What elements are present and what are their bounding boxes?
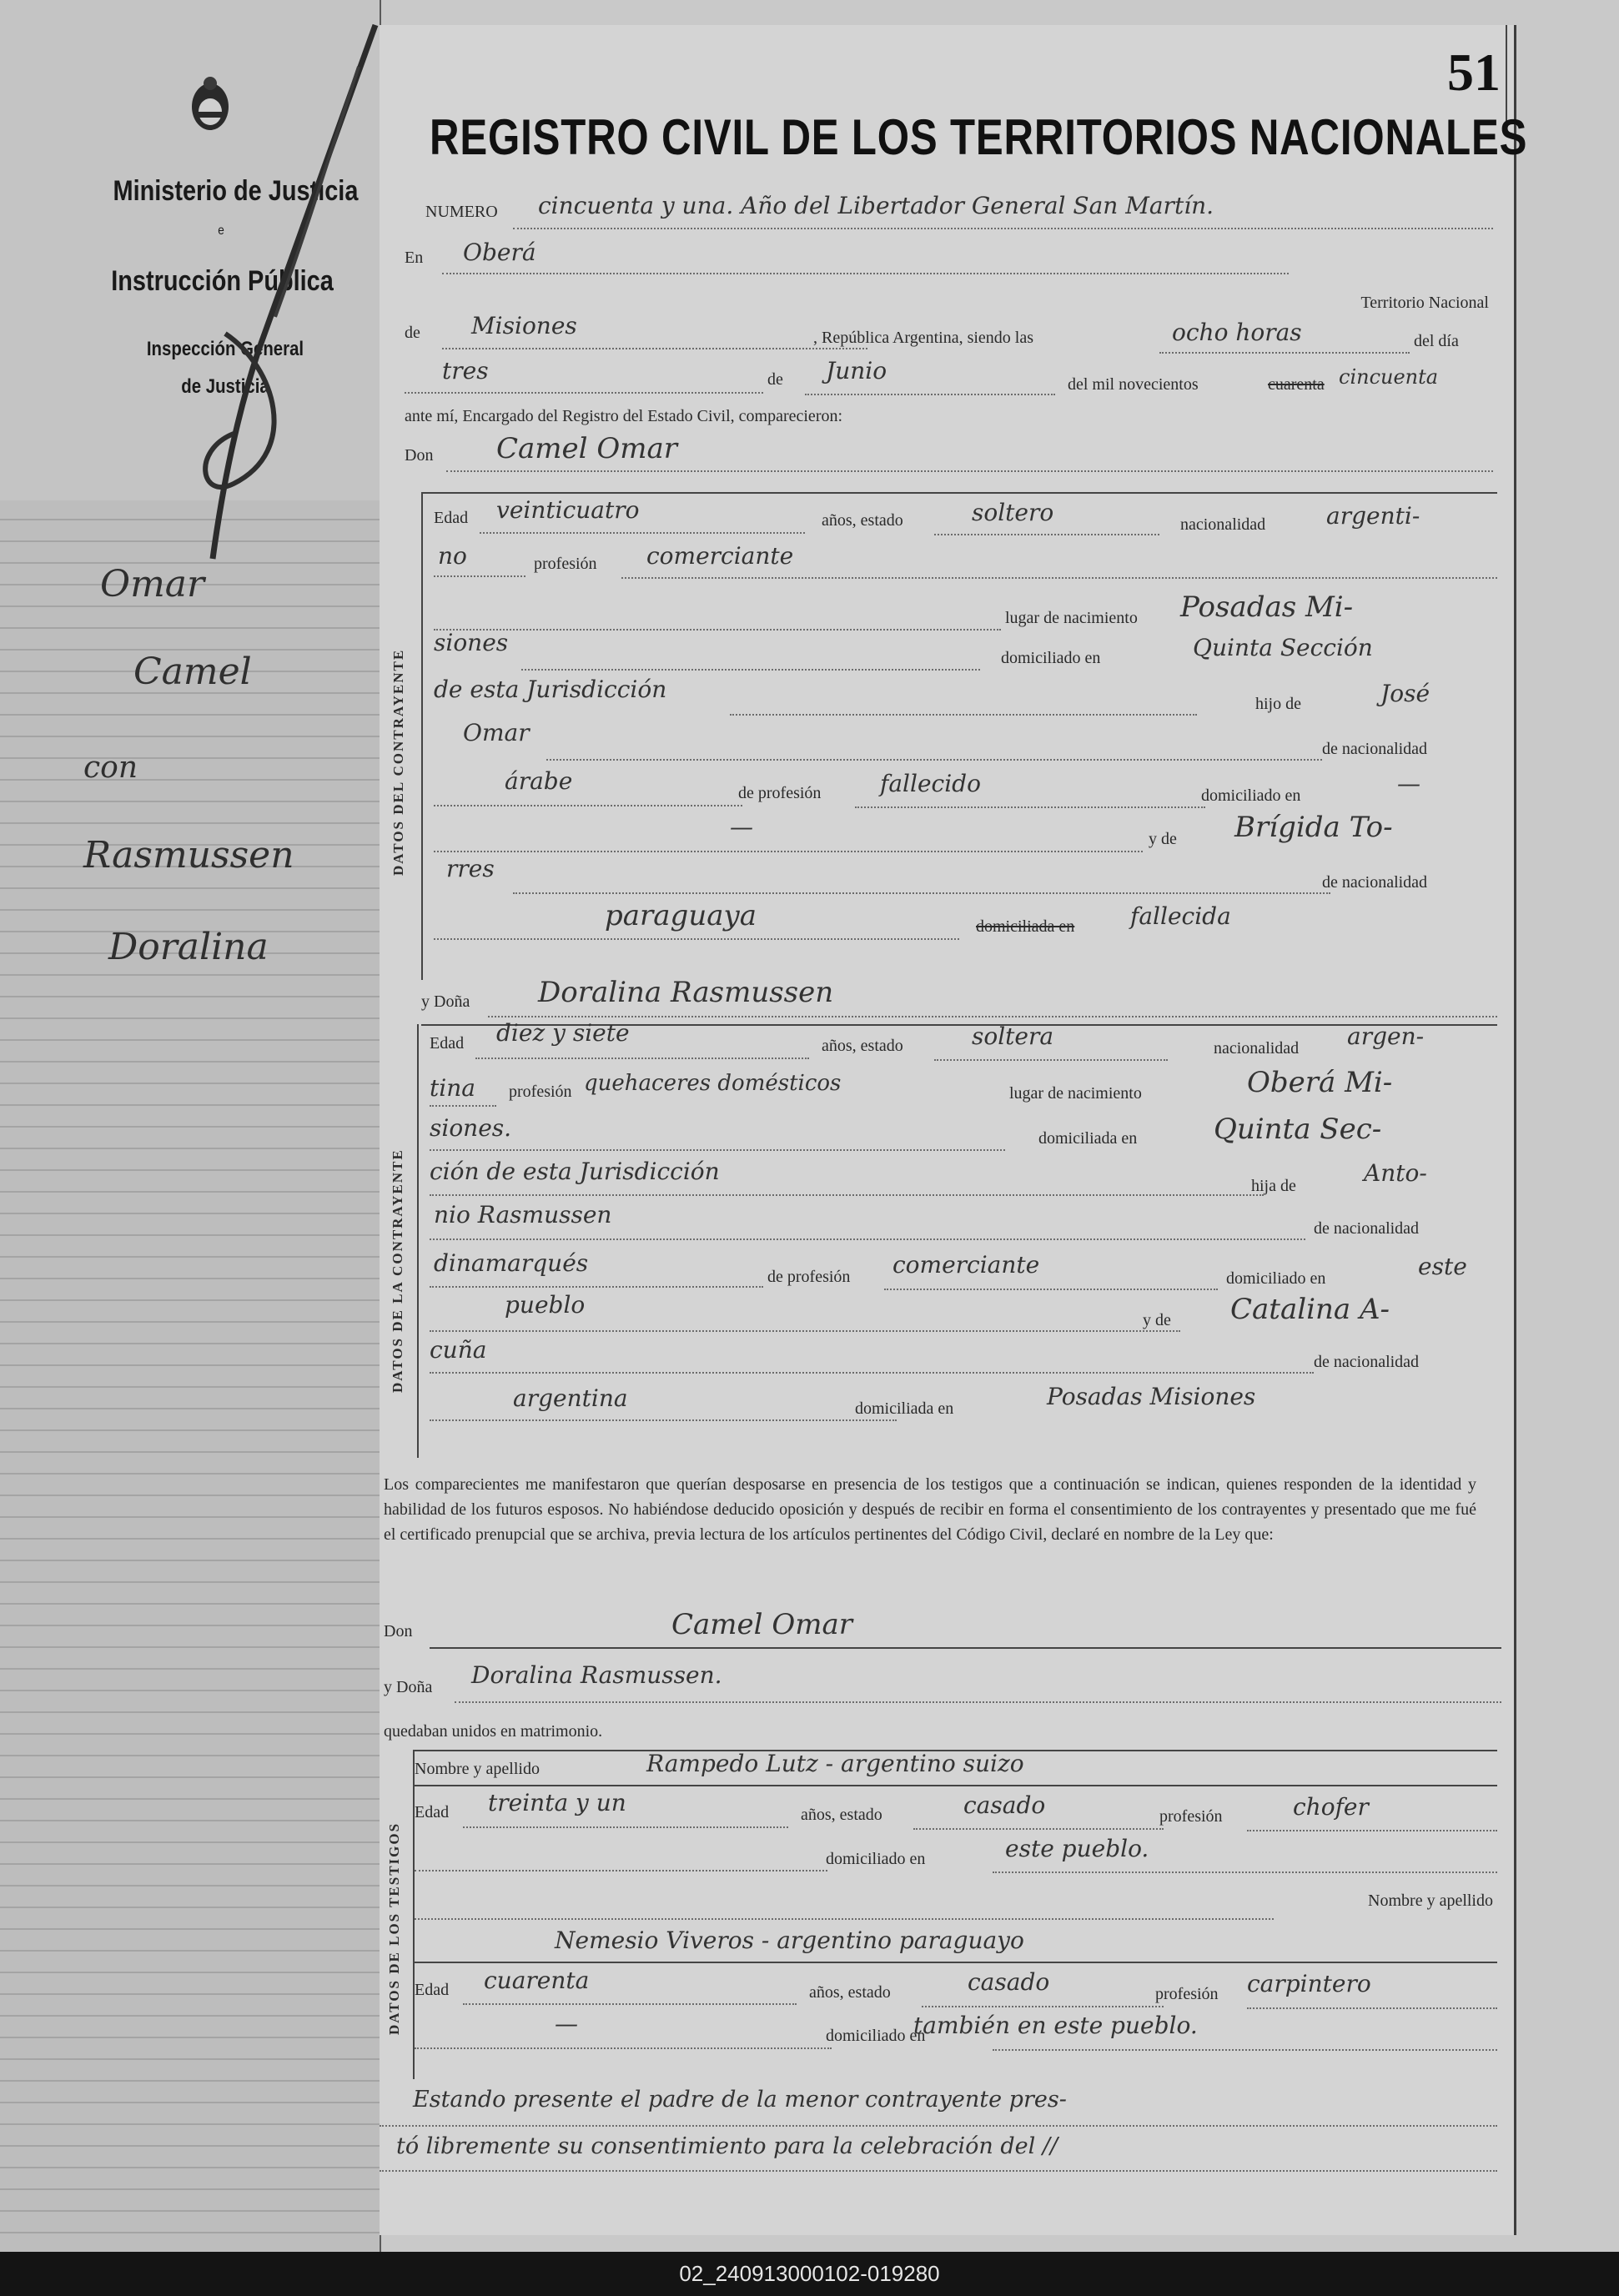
f-edad-value: diez y siete [496,1019,630,1047]
t1-edad-line [463,1826,788,1828]
t1-anios-estado-label: años, estado [801,1806,882,1824]
c-madre-value2: rres [446,855,495,882]
f-estado-value: soltera [972,1022,1054,1050]
y-dona-line [488,1016,1497,1017]
t1-nombre-rule [413,1785,1497,1786]
f-anios-estado-label: años, estado [822,1037,903,1055]
f-estado-line [934,1059,1168,1061]
f-madre-value: Catalina A- [1230,1293,1390,1326]
t2-domicilio-line [993,2049,1497,2051]
anio-label: del mil novecientos [1068,375,1199,394]
de-value: Misiones [471,312,577,339]
numero-label: NUMERO [425,203,498,221]
page-title: REGISTRO CIVIL DE LOS TERRITORIOS NACIONALES [430,109,1528,165]
t2-nombre-rule [413,1962,1497,1963]
f-hija-label: hija de [1251,1177,1296,1195]
numero-line [513,228,1493,229]
f-madre-value2: cuña [430,1336,487,1364]
t2-nombre-value: Nemesio Viveros - argentino paraguayo [555,1927,1024,1954]
don-label: Don [405,446,434,465]
f-profesion-label: profesión [509,1083,572,1101]
f-padre2-line [430,1238,1305,1240]
nota-line-1: Estando presente el padre de la menor contrayente pres- [413,2087,1067,2113]
de-label: de [405,324,420,342]
c-madre-dom-label: domiciliada en [976,917,1075,936]
de-line [442,348,867,349]
t2-profesion-line [1247,2007,1497,2009]
decl-don-value: Camel Omar [671,1608,852,1641]
del-dia-label: del día [1414,332,1459,350]
c-padre-prof-line [855,806,1205,808]
t1-domiciliado-label: domiciliado en [826,1850,926,1868]
t2-estado-value: casado [968,1968,1050,1996]
anio-value: cincuenta [1339,365,1439,389]
t1-estado-line [913,1828,1164,1830]
c-lugar-label: lugar de nacimiento [1005,609,1138,627]
t2-edad-value: cuarenta [484,1967,590,1994]
c-madre2-line [513,892,1330,894]
en-value: Oberá [463,239,536,266]
c-madre-nac-line [434,938,959,940]
t1-domicilio-value: este pueblo. [1005,1835,1149,1862]
f-madre-dom: Posadas Misiones [1047,1383,1256,1410]
margin-note-1: Omar [100,563,205,605]
margin-note-3: con [83,751,138,785]
nota-line-2-rule [380,2170,1497,2172]
nota-line-2: tó libremente su consentimiento para la celebración del // [396,2133,1058,2159]
t2-domiciliado-label: domiciliado en [826,2027,926,2045]
c-estado-line [934,534,1159,535]
decl-dona-label: y Doña [384,1678,433,1696]
contrayente-side-label: DATOS DEL CONTRAYENTE [390,648,406,876]
c-edad-value: veinticuatro [496,496,640,524]
hora-value: ocho horas [1172,319,1302,346]
ante-mi-text: ante mí, Encargado del Registro del Estado Civil, comparecieron: [405,407,843,425]
c-hijo-label: hijo de [1255,695,1301,713]
c-profesion-line [621,577,1497,579]
numero-value: cincuenta y una. Año del Libertador General San Martín. [538,192,1214,219]
c-dom2-line [730,714,1197,716]
t1-estado-value: casado [963,1791,1046,1819]
margin-note-5: Doralina [108,926,269,968]
dia-value: tres [442,357,489,384]
f-lugar-value2: siones. [430,1114,512,1142]
c-nacionalidad-value2: no [438,542,467,570]
contrayenta-left-rule [417,1024,419,1458]
t2-profesion-value: carpintero [1247,1970,1371,1997]
f-domiciliada-value: Quinta Sec- [1214,1113,1382,1146]
decl-don-line [430,1647,1501,1649]
f-y-de-label: y de [1143,1311,1171,1329]
t2-edad-line [463,2003,797,2005]
t1-nombre-value: Rampedo Lutz - argentino suizo [646,1750,1024,1777]
f-padre-dom-label: domiciliado en [1226,1269,1326,1288]
ministry-line-5: de Justicia [181,375,269,398]
c-madre-value: Brígida To- [1234,811,1393,844]
hora-line [1159,352,1410,354]
contrayenta-side-label: DATOS DE LA CONTRAYENTE [390,1148,405,1393]
c-nacionalidad-label: nacionalidad [1180,515,1266,534]
t2-estado-line [922,2006,1164,2007]
t2-blank-line [415,1918,1274,1920]
declaration-paragraph: Los comparecientes me manifestaron que querían desposarse en presencia de los testigos que a continuación se indican, quienes responden de la identidad y habilidad de los futuros esposos. No habiéndose deducido oposición y después de recibir en forma el consentimiento de los contrayentes y presentado que me fué el certificado prenupcial que se archiva, previa lectura de los artículos pertinentes del Código Civil, declaré en nombre de la Ley que: [384,1475,1476,1544]
ministry-line-2: e [218,224,224,238]
f-dom2-line [430,1194,1264,1196]
c-lugar-value: Posadas Mi- [1180,590,1354,624]
f-padre-prof-line [884,1289,1218,1290]
page-number: 51 [1447,43,1501,102]
c-profesion-value: comerciante [646,542,794,570]
don-value: Camel Omar [496,432,677,465]
t2-domicilio-value: también en este pueblo. [913,2012,1198,2039]
register-page [380,25,1528,2235]
nota-line-1-rule [380,2125,1497,2127]
y-dona-value: Doralina Rasmussen [538,976,834,1009]
margin-note-2: Camel [133,651,252,693]
mes-value: Junio [826,357,887,384]
f-lugar-value: Oberá Mi- [1247,1066,1393,1099]
de2-label: de [767,370,783,389]
c-padre-dom2-line [434,851,1143,852]
t2-anios-estado-label: años, estado [809,1983,891,2002]
contrayente-left-rule [421,492,423,980]
c-blank-line [434,629,1001,631]
f-edad-label: Edad [430,1034,465,1053]
c-edad-line [480,532,805,534]
c-padre-nac: árabe [505,767,573,795]
f-nacionalidad-value: argen- [1347,1022,1425,1050]
c-domiciliado-value2: de esta Jurisdicción [434,676,667,703]
c-madre-nac: paraguaya [605,899,757,932]
c-domiciliado-value: Quinta Sección [1193,634,1373,661]
anio-struck: cuarenta [1268,375,1325,394]
c-domiciliado-label: domiciliado en [1001,649,1101,667]
f-domiciliada-value2: ción de esta Jurisdicción [430,1158,720,1185]
c-de-nac-label: de nacionalidad [1322,740,1428,758]
t2-nombre-label: Nombre y apellido [1368,1892,1493,1910]
t1-profesion-line [1247,1830,1497,1831]
t1-profesion-label: profesión [1159,1807,1223,1826]
f-padre-dom2-line [430,1330,1180,1332]
f-lugar2-line [430,1149,1005,1151]
image-id-footer: 02_240913000102-019280 [0,2252,1619,2296]
c-padre-value2: Omar [463,719,530,746]
t1-blank-line [415,1870,827,1871]
f-madre-nac-label: de nacionalidad [1314,1353,1420,1371]
f-padre-value: Anto- [1364,1159,1427,1187]
c-madre-dom: fallecida [1130,902,1231,930]
c-padre-prof: fallecido [880,770,981,797]
margin-note-4: Rasmussen [83,834,294,877]
en-line [442,273,1289,274]
mes-line [805,394,1055,395]
f-nac2-line [430,1105,496,1107]
f-lugar-label: lugar de nacimiento [1009,1084,1142,1103]
decl-dona-line [455,1701,1501,1703]
f-de-profesion-label: de profesión [767,1268,851,1286]
c-nacionalidad-value: argenti- [1326,502,1420,530]
f-padre-prof: comerciante [892,1251,1040,1279]
t2-blank2-line [415,2047,832,2049]
f-padre-dom: este [1418,1253,1467,1280]
ministry-line-3: Instrucción Pública [111,265,334,297]
c-padre-dom2: — [730,813,753,841]
f-madre2-line [430,1372,1314,1374]
c-estado-value: soltero [972,499,1054,526]
c-edad-label: Edad [434,509,469,527]
c-lugar-value2: siones [434,629,509,656]
t2-dash: — [555,2010,578,2037]
territorio-label: Territorio Nacional [1360,294,1489,312]
f-de-nac-label: de nacionalidad [1314,1219,1420,1238]
c-lugar2-line [521,669,980,671]
f-madre-nac-line [430,1419,897,1421]
c-padre-dom: — [1397,770,1420,797]
testigos-left-rule [413,1750,415,2079]
t2-profesion-label: profesión [1155,1985,1219,2003]
t2-edad-label: Edad [415,1981,450,1999]
f-madre-nac: argentina [513,1384,628,1412]
decl-dona-value: Doralina Rasmussen. [471,1661,722,1689]
c-nac2-line [434,575,525,577]
c-padre-nac-line [434,805,742,806]
t1-nombre-label: Nombre y apellido [415,1760,540,1778]
c-padre-value: José [1380,680,1430,707]
f-madre-dom-label: domiciliada en [855,1399,954,1418]
republica-label: , República Argentina, siendo las [813,329,1034,347]
t1-edad-label: Edad [415,1803,450,1821]
t1-domicilio-line [993,1871,1497,1873]
t1-profesion-value: chofer [1293,1793,1369,1821]
y-dona-label: y Doña [421,992,470,1011]
ministry-line-1: Ministerio de Justicia [113,175,359,207]
ministry-line-4: Inspección General [146,338,304,360]
f-padre-dom2: pueblo [505,1291,586,1319]
dia-line [405,392,763,394]
ink-scribble [133,17,400,600]
f-padre-nac-line [430,1286,763,1288]
c-madre-nac-label: de nacionalidad [1322,873,1428,892]
c-y-de-label: y de [1149,830,1177,848]
t1-edad-value: treinta y un [488,1789,626,1816]
f-nacionalidad-value2: tina [430,1074,475,1102]
en-label: En [405,249,424,267]
don-line [446,470,1493,472]
c-anios-estado-label: años, estado [822,511,903,530]
c-padre-dom-label: domiciliado en [1201,786,1301,805]
quedaban-text: quedaban unidos en matrimonio. [384,1722,603,1741]
testigos-side-label: DATOS DE LOS TESTIGOS [386,1821,402,2035]
decl-don-label: Don [384,1622,413,1640]
left-margin [0,0,381,2252]
f-profesion-value: quehaceres domésticos [584,1071,842,1096]
contrayente-top-rule [421,492,1497,494]
f-nacionalidad-label: nacionalidad [1214,1039,1300,1058]
f-edad-line [475,1058,809,1059]
c-profesion-label: profesión [534,555,597,573]
f-padre-value2: nio Rasmussen [434,1201,612,1228]
f-domiciliada-label: domiciliada en [1038,1129,1138,1148]
c-de-profesion-label: de profesión [738,784,822,802]
f-padre-nac: dinamarqués [434,1249,589,1277]
c-padre2-line [546,759,1322,761]
